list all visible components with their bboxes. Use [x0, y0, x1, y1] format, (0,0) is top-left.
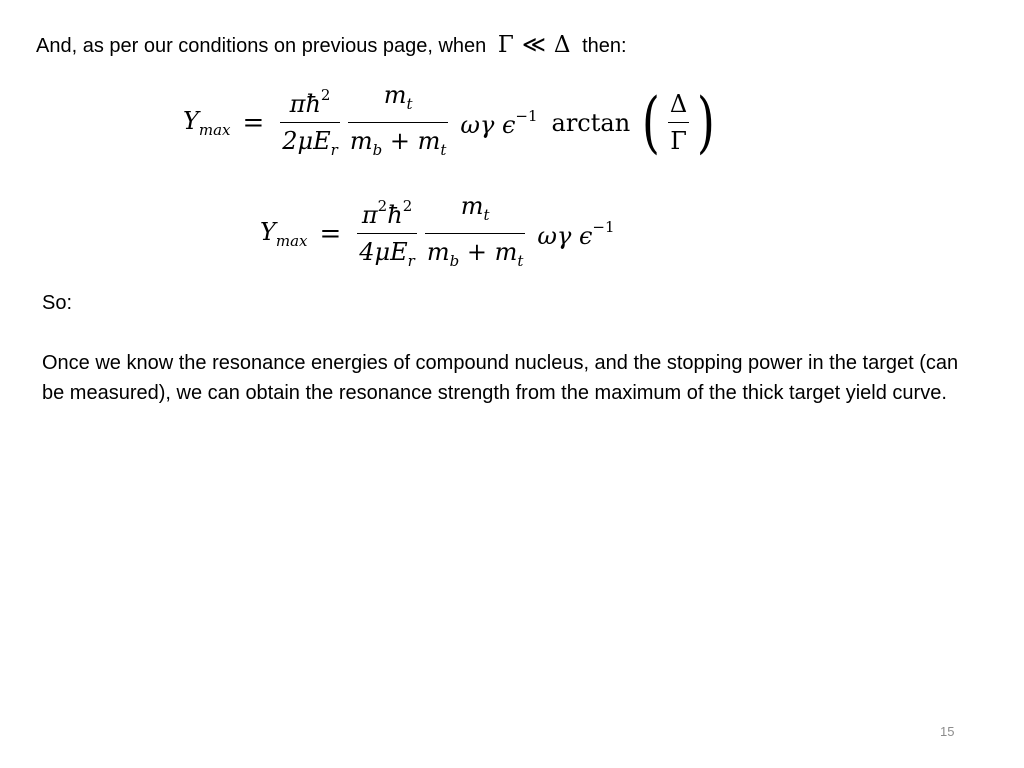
eq1-arctan: arctan	[551, 108, 631, 137]
condition-expression	[498, 32, 571, 58]
eq1-fraction-mass	[348, 80, 449, 165]
eq1-fraction-hbar	[280, 80, 340, 165]
eq2-frac1-denominator: $4\mu E_r$	[357, 233, 417, 276]
intro-text-after: then:	[582, 35, 627, 57]
eq2-fraction-mass	[425, 191, 526, 276]
eq2-lhs: $Y_{max}$	[260, 217, 308, 250]
condition-operator: ≪	[521, 32, 546, 58]
condition-delta: Δ	[553, 32, 571, 58]
conclusion-paragraph: Once we know the resonance energies of compound nucleus, and the stopping power in the target (can be measured), we can obtain the resonance strength from the maximum of the thick target yield curve.	[42, 352, 959, 404]
eq1-arg-denominator: Γ	[668, 122, 689, 156]
eq1-factor: ωγ $\epsilon^{-1}$	[460, 106, 538, 139]
eq1-frac1-denominator: $2\mu E_r$	[280, 122, 340, 165]
eq1-arg-numerator: Δ	[669, 90, 688, 118]
eq2-frac2-denominator: $m_b + m_t$	[425, 233, 526, 276]
eq2-fraction-hbar	[357, 191, 417, 276]
so-label: So:	[42, 292, 73, 314]
eq1-frac1-numerator: $\pi ħ^2$	[289, 86, 331, 118]
page-number: 15	[940, 724, 955, 739]
eq1-right-paren: )	[697, 83, 716, 161]
eq2-frac2-numerator: $m_t$	[460, 192, 490, 224]
equation-ymax-arctan	[183, 80, 719, 165]
eq2-equals: =	[319, 218, 342, 249]
eq1-frac2-numerator: $m_t$	[383, 81, 413, 113]
eq1-equals: =	[242, 107, 265, 138]
condition-gamma: Γ	[497, 32, 514, 58]
eq1-frac2-denominator: $m_b + m_t$	[348, 122, 449, 165]
eq2-frac1-numerator: $\pi^2ħ^2$	[361, 197, 413, 229]
equation-ymax-simplified	[260, 191, 615, 276]
eq2-factor: ωγ $\epsilon^{-1}$	[537, 217, 615, 250]
intro-line	[36, 30, 627, 61]
eq1-lhs: $Y_{max}$	[183, 106, 231, 139]
eq1-left-paren: (	[642, 83, 661, 161]
eq1-fraction-delta-gamma	[668, 89, 689, 156]
intro-text-before: And, as per our conditions on previous page, when	[36, 35, 487, 57]
